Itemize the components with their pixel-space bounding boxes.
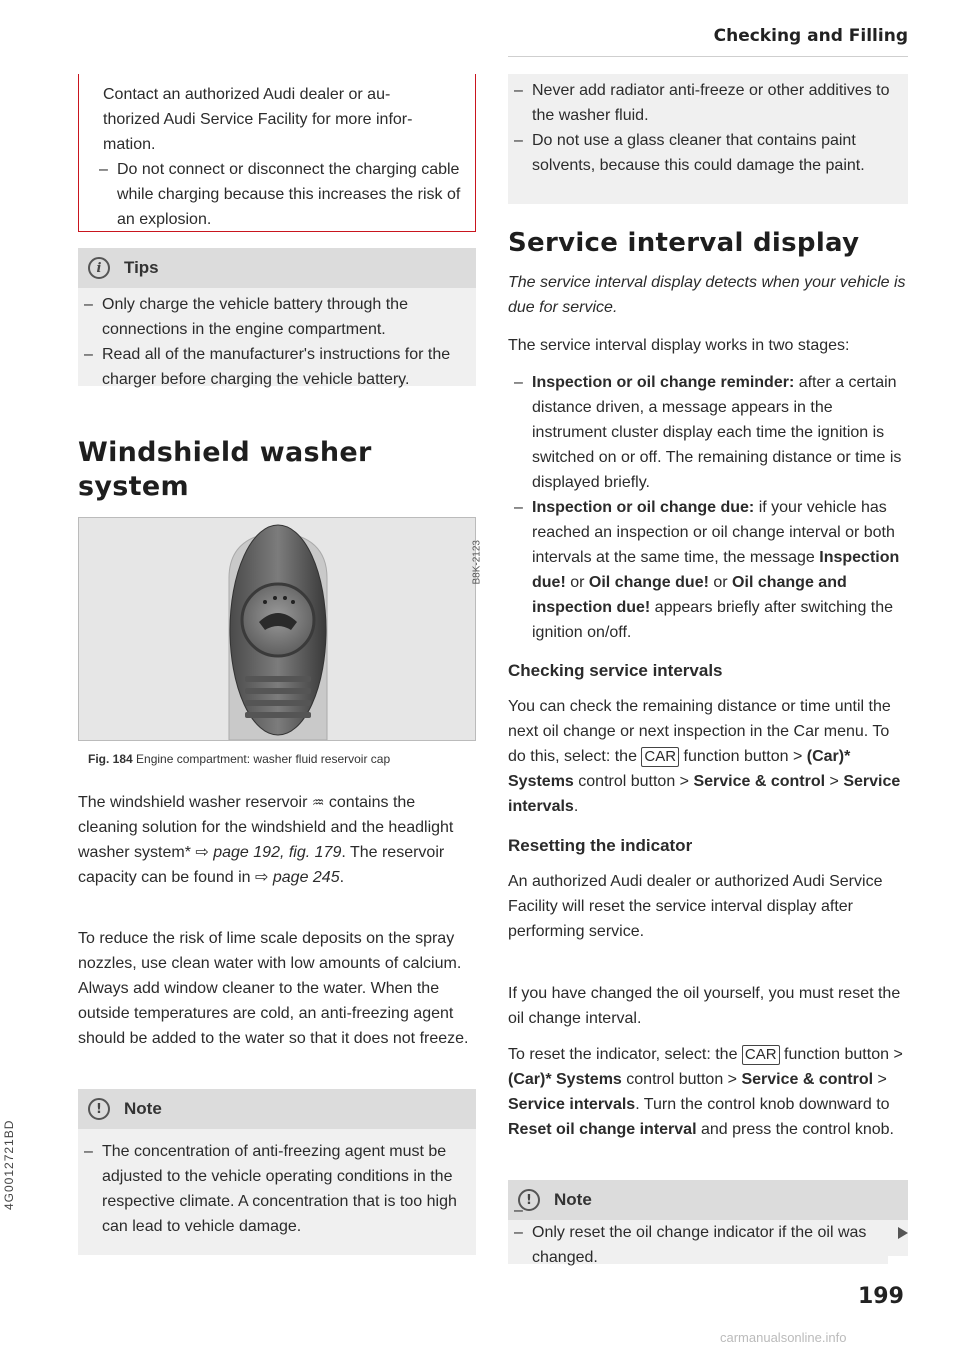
service-paragraph: The service interval display works in two stages: bbox=[508, 337, 850, 354]
reset-paragraph-3: To reset the indicator, select: the CAR function button > (Car)* Systems control button > Service & control > Service intervals. Turn the control knob downward to Reset oil change interval and press the control knob. bbox=[508, 1046, 903, 1138]
washer-paragraph-1: The windshield washer reservoir ♒ contains the cleaning solution for the windshield and the headlight washer system* ⇨ page 192, fig. 179. The reservoir capacity can be found in ⇨ page 245. bbox=[78, 794, 454, 886]
service-intro: The service interval display detects when your vehicle is due for service. bbox=[508, 274, 906, 316]
car-key-label: CAR bbox=[641, 747, 679, 767]
page-reference[interactable]: ⇨ page 245 bbox=[255, 869, 340, 886]
washer-reservoir-figure bbox=[78, 517, 482, 741]
note-item: – Only reset the oil change indicator if the oil was changed. bbox=[508, 1220, 888, 1270]
tips-item: – Read all of the manufacturer's instructions for the charger before charging the vehicle battery. bbox=[78, 342, 466, 392]
section-heading-washer: Windshield washer system bbox=[78, 437, 372, 502]
stage-item: – Inspection or oil change due: if your vehicle has reached an inspection or oil change interval or both intervals at the same time, the message Inspection due! or Oil change due! or Oil change and inspection due! appears briefly after switching the ignition on/off. bbox=[508, 495, 908, 645]
warning-box bbox=[78, 74, 476, 232]
car-key-label: CAR bbox=[742, 1045, 780, 1065]
page-reference[interactable]: ⇨ page 192, fig. 179 bbox=[195, 844, 342, 861]
note-item: – Never add radiator anti-freeze or other additives to the washer fluid. bbox=[508, 78, 898, 128]
info-icon: i bbox=[88, 257, 110, 279]
stage-item: – Inspection or oil change reminder: after a certain distance driven, a message appears in the instrument cluster display each time the ignition is switched on or off. The remaining distance or time is displayed briefly. bbox=[508, 370, 908, 495]
warning-line: Contact an authorized Audi dealer or au- bbox=[103, 86, 391, 103]
figure-caption bbox=[88, 752, 390, 766]
tips-title: Tips bbox=[124, 258, 159, 277]
service-stages bbox=[508, 370, 908, 645]
note-icon: ! bbox=[518, 1189, 540, 1211]
note-header bbox=[78, 1089, 476, 1129]
figure-id: B8K-2123 bbox=[471, 540, 482, 585]
note-box-left bbox=[78, 1089, 476, 1255]
note-box-continued bbox=[508, 74, 908, 204]
section-heading-service: Service interval display bbox=[508, 228, 860, 258]
checking-paragraph: You can check the remaining distance or time until the next oil change or next inspection in the Car menu. To do this, select: the CAR function button > (Car)* Systems control button > Service & control > Service intervals. bbox=[508, 698, 901, 815]
note-item: – The concentration of anti-freezing agent must be adjusted to the vehicle operating conditions in the respective climate. A concentration that is too high can lead to vehicle damage. bbox=[78, 1139, 466, 1239]
note-header bbox=[508, 1180, 908, 1220]
note-icon: ! bbox=[88, 1098, 110, 1120]
washer-fluid-icon: ♒ bbox=[311, 794, 325, 810]
document-code: 4G0012721BD bbox=[2, 1119, 16, 1210]
warning-line: mation. bbox=[103, 136, 156, 153]
figure-caption-text: Engine compartment: washer fluid reservoir cap bbox=[136, 752, 391, 766]
subheading-checking: Checking service intervals bbox=[508, 661, 723, 680]
tips-header bbox=[78, 248, 476, 288]
note-text-wrapper bbox=[508, 1220, 888, 1264]
warning-item: – Do not connect or disconnect the charging cable while charging because this increases the risk of an explosion. bbox=[93, 157, 461, 232]
washer-reservoir-cap-illustration bbox=[79, 518, 475, 740]
reset-paragraph-2: If you have changed the oil yourself, you must reset the oil change interval. bbox=[508, 985, 901, 1027]
watermark: carmanualsonline.info bbox=[720, 1330, 847, 1345]
warning-line: thorized Audi Service Facility for more infor- bbox=[103, 111, 413, 128]
subheading-resetting: Resetting the indicator bbox=[508, 836, 693, 855]
note-item: – Do not use a glass cleaner that contains paint solvents, because this could damage the paint. bbox=[508, 128, 898, 178]
continue-arrow-icon bbox=[898, 1227, 908, 1239]
page-number: 199 bbox=[858, 1284, 904, 1309]
tips-box bbox=[78, 248, 476, 386]
figure-label: Fig. 184 bbox=[88, 752, 133, 766]
page-header: Checking and Filling bbox=[508, 26, 908, 57]
note-title: Note bbox=[124, 1099, 162, 1118]
reset-paragraph-1: An authorized Audi dealer or authorized Audi Service Facility will reset the service interval display after performing service. bbox=[508, 873, 883, 940]
washer-paragraph-2: To reduce the risk of lime scale deposits on the spray nozzles, use clean water with low amounts of calcium. Always add window cleaner to the water. When the outside temperatures are cold, an anti-freezing agent should be added to the water so that it does not freeze. bbox=[78, 930, 469, 1047]
note-title: Note bbox=[554, 1190, 592, 1209]
tips-item: – Only charge the vehicle battery through the connections in the engine compartment. bbox=[78, 292, 466, 342]
